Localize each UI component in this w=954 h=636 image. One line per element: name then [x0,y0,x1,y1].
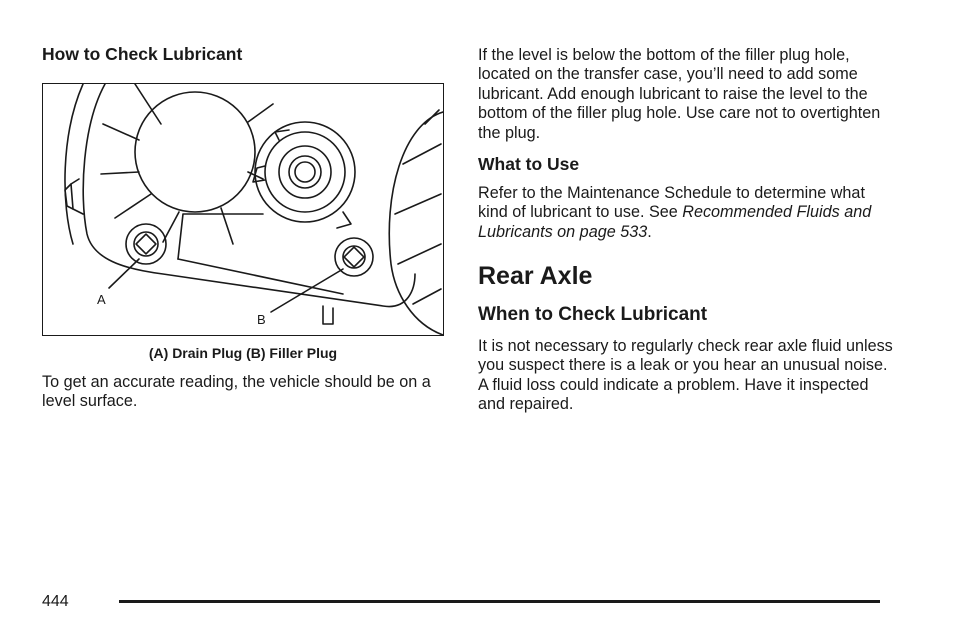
rear-axle-paragraph: It is not necessary to regularly check rear axle fluid unless you suspect there is a leak or you hear an unusual noise. A fluid loss could indicate a problem. Have it inspected and repaired. [478,336,893,414]
reference-end: . [647,222,652,241]
transfer-case-drawing [43,84,443,335]
figure-caption: (A) Drain Plug (B) Filler Plug [148,344,338,361]
page-number: 444 [42,593,69,610]
level-surface-paragraph: To get an accurate reading, the vehicle should be on a level surface. [42,372,431,411]
rear-axle-title: Rear Axle [478,262,593,291]
left-column [42,44,444,412]
when-to-check-heading: When to Check Lubricant [478,304,708,326]
reference-text: Refer to the Maintenance Schedule to determine what kind of lubricant to use. See [478,183,865,222]
transfer-case-illustration [42,83,444,336]
recommended-fluids-link[interactable]: Recommended Fluids and Lubricants on page 533 [478,203,872,241]
right-column [478,46,898,415]
label-a: A [97,291,106,307]
filler-level-paragraph: If the level is below the bottom of the filler plug hole, located on the transfer case, you’ll need to add some lubricant. Add enough lubricant to raise the level to the bottom of the filler plug hole. Use care not to overtighten the plug. [478,46,881,142]
lubricant-reference-paragraph [478,184,898,242]
how-to-check-heading: How to Check Lubricant [42,44,243,64]
what-to-use-heading: What to Use [478,154,580,175]
footer-divider [119,600,880,603]
label-b: B [257,311,266,327]
